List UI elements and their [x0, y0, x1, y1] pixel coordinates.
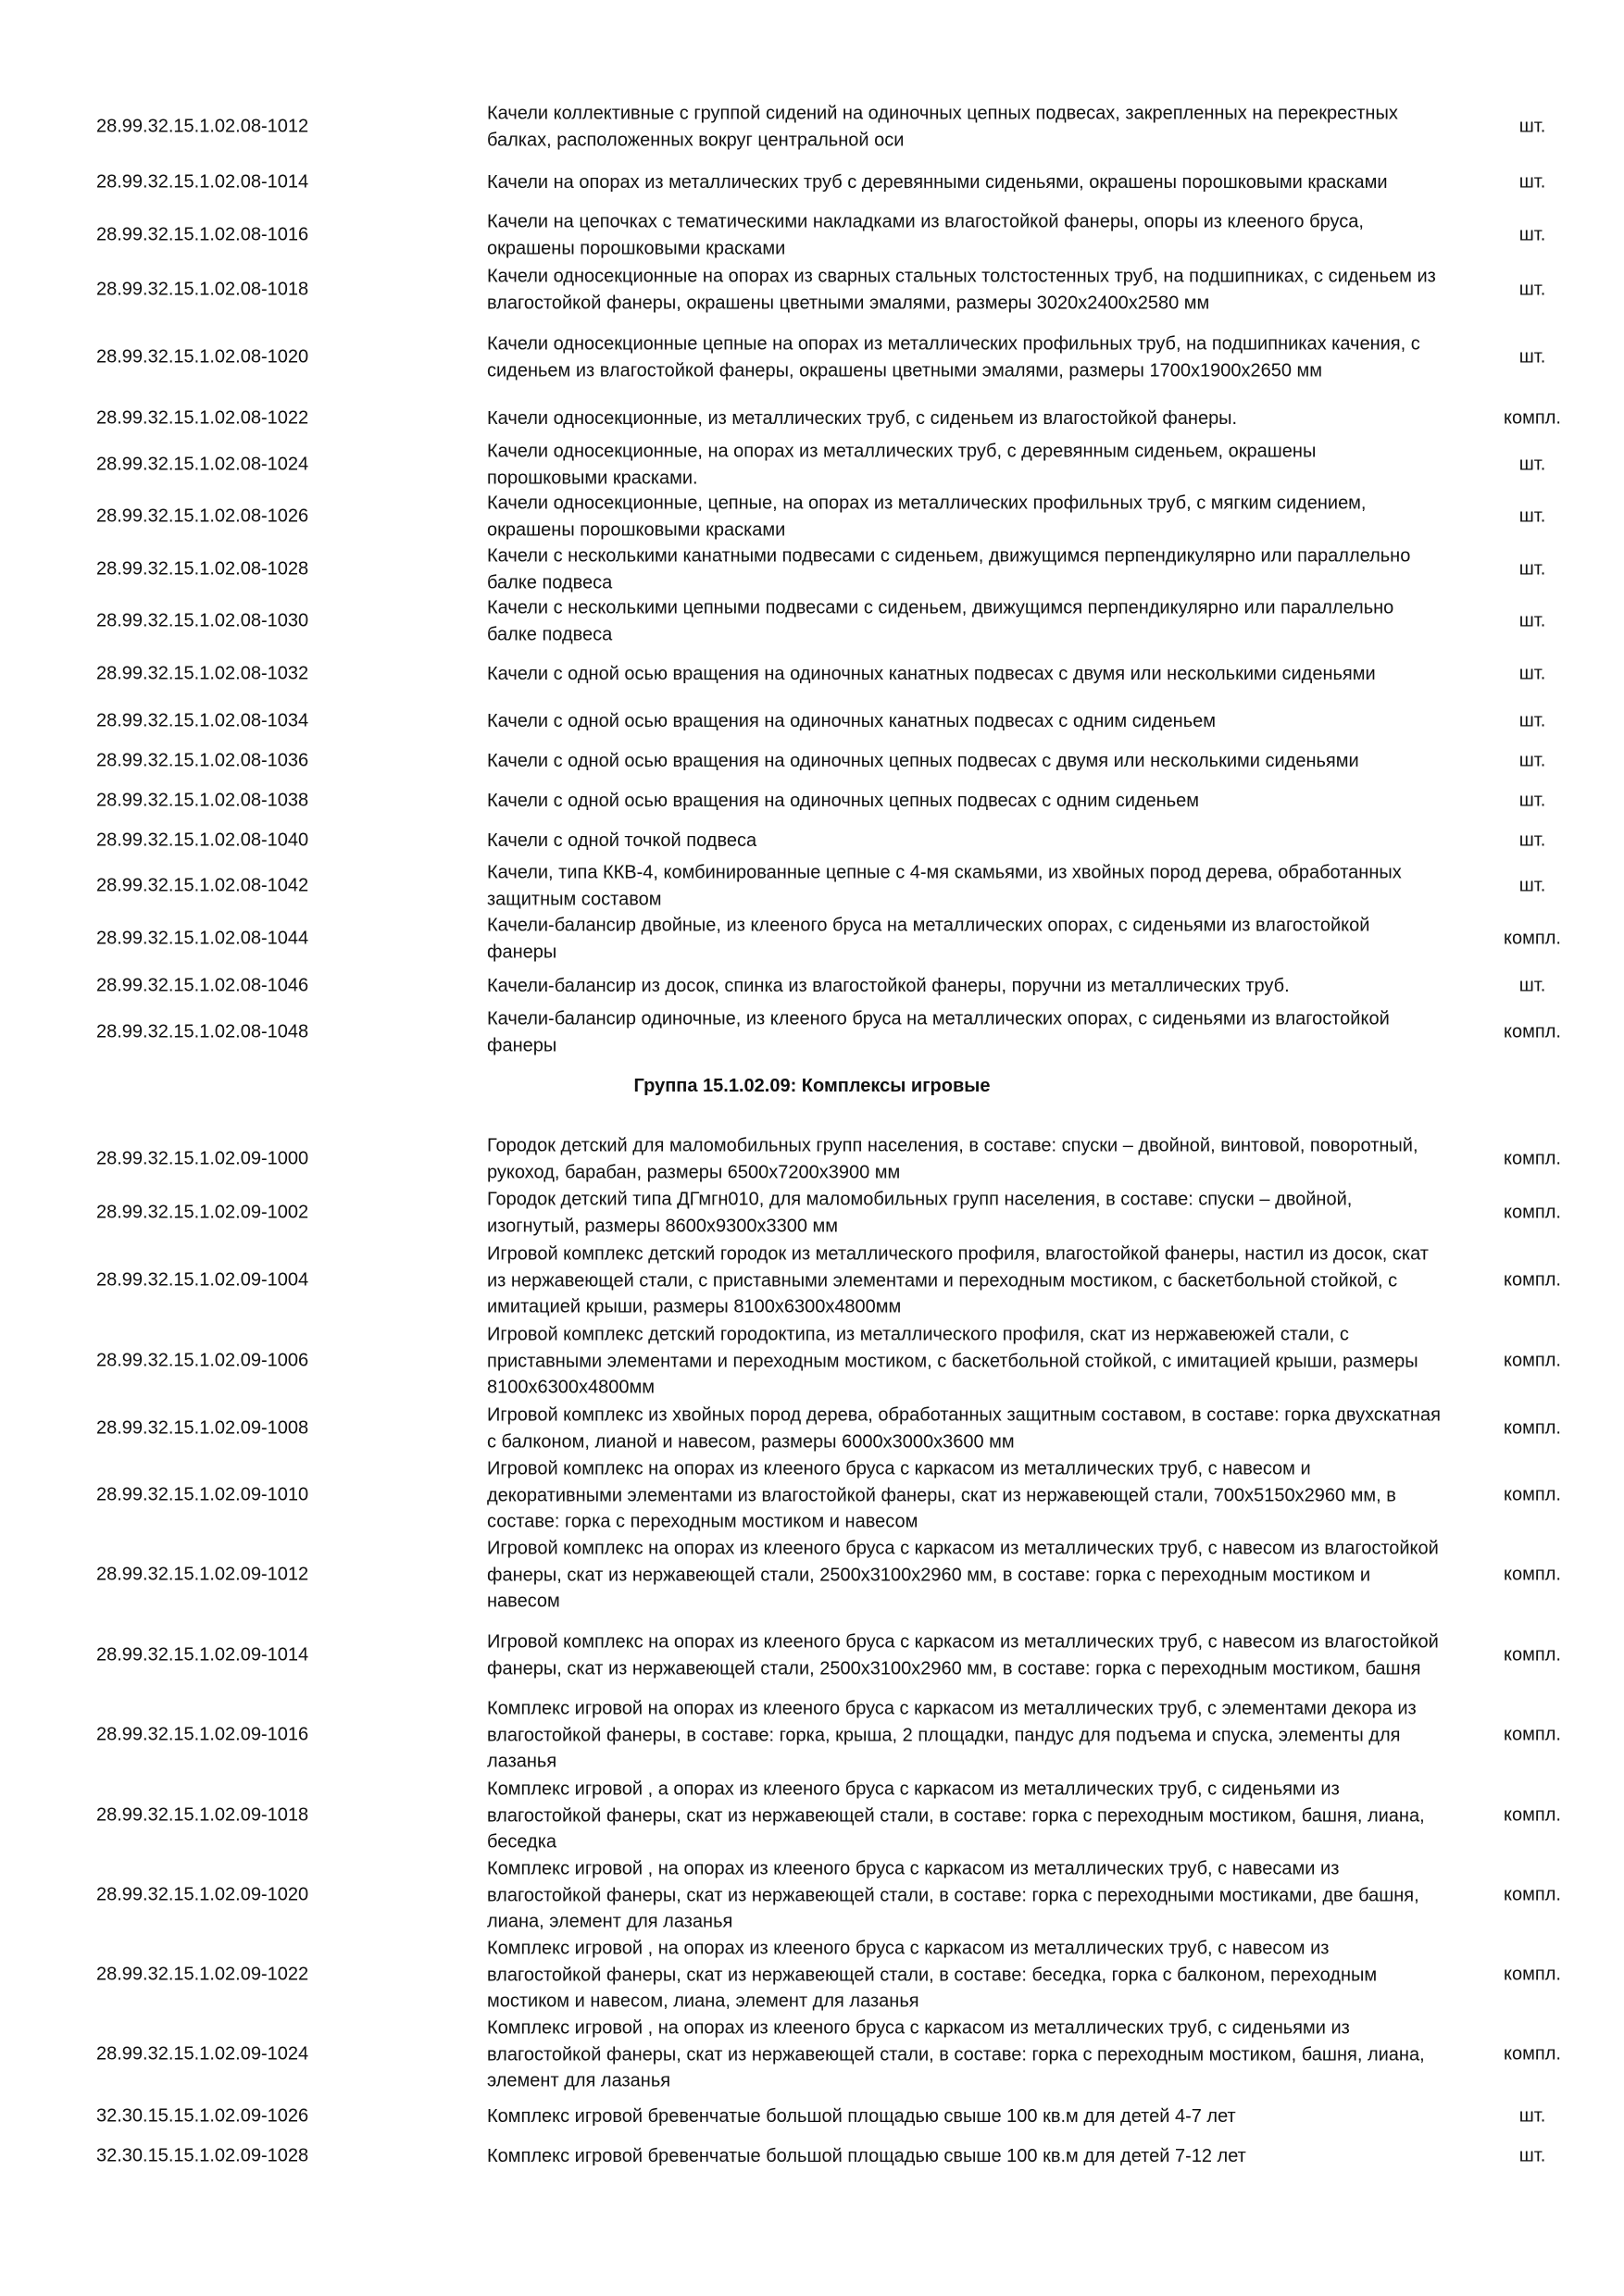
- resource-code: 28.99.32.15.1.02.09-1014: [96, 1644, 309, 1666]
- resource-name: Игровой комплекс детский городок из металлического профиля, влагостойкой фанеры, настил из досок, скат из нержавеющей стали, с приставными элементами и переходным мостиком, с баскетбольной стойкой, с имитацией крыши, размеры 8100х6300х4800мм: [487, 1243, 1429, 1317]
- resource-code: 28.99.32.15.1.02.08-1042: [96, 875, 309, 896]
- table-row: [0, 991, 1624, 1074]
- unit-of-measure: шт.: [1518, 610, 1546, 631]
- resource-code: 28.99.32.15.1.02.09-1004: [96, 1269, 309, 1291]
- resource-code: 28.99.32.15.1.02.08-1046: [96, 975, 309, 996]
- unit-of-measure: компл.: [1504, 1564, 1561, 1585]
- unit-of-measure: шт.: [1518, 116, 1546, 137]
- table-row: [0, 1239, 1624, 1322]
- unit-of-measure: шт.: [1518, 505, 1546, 527]
- resource-name: Игровой комплекс на опорах из клееного бруса с каркасом из металлических труб, с навесом из влагостойкой фанеры, скат из нержавеющей стали, 2500х3100х2960 мм, в составе: горка с переходным мостиком и навесом: [487, 1538, 1439, 1612]
- unit-of-measure: компл.: [1504, 1644, 1561, 1666]
- unit-of-measure: шт.: [1518, 790, 1546, 811]
- resource-code: 28.99.32.15.1.02.08-1040: [96, 830, 309, 851]
- resource-name: Качели односекционные цепные на опорах из металлических профильных труб, на подшипниках качения, с сиденьем из влагостойкой фанеры, окрашены цветными эмалями, размеры 1700х1900х2650 мм: [487, 333, 1420, 381]
- unit-of-measure: компл.: [1504, 1484, 1561, 1505]
- resource-code: 28.99.32.15.1.02.09-1016: [96, 1724, 309, 1745]
- resource-name: Качели с несколькими канатными подвесами с сиденьем, движущимся перпендикулярно или параллельно балке подвеса: [487, 545, 1411, 593]
- resource-name: Качели с одной осью вращения на одиночных цепных подвесах с одним сиденьем: [487, 790, 1200, 811]
- resource-name: Комплекс игровой , а опорах из клееного бруса с каркасом из металлических труб, с сиденьями из влагостойкой фанеры, скат из нержавеющей стали, в составе: горка с переходным мостиком, башня, лиана, беседка: [487, 1778, 1425, 1853]
- resource-code: 28.99.32.15.1.02.08-1028: [96, 558, 309, 580]
- resource-code: 28.99.32.15.1.02.09-1020: [96, 1884, 309, 1905]
- unit-of-measure: шт.: [1518, 2105, 1546, 2127]
- unit-of-measure: шт.: [1518, 558, 1546, 580]
- unit-of-measure: шт.: [1518, 975, 1546, 996]
- resource-code: 28.99.32.15.1.02.09-1018: [96, 1804, 309, 1826]
- resource-code: 28.99.32.15.1.02.09-1006: [96, 1350, 309, 1371]
- resource-code: 28.99.32.15.1.02.08-1036: [96, 750, 309, 771]
- resource-name: Комплекс игровой бревенчатые большой площадью свыше 100 кв.м для детей 7-12 лет: [487, 2145, 1246, 2166]
- resource-name: Качели с одной осью вращения на одиночных канатных подвесах с двумя или несколькими сиденьями: [487, 663, 1376, 684]
- resource-code: 28.99.32.15.1.02.08-1016: [96, 224, 309, 245]
- resource-code: 28.99.32.15.1.02.08-1044: [96, 928, 309, 949]
- resource-code: 28.99.32.15.1.02.08-1048: [96, 1021, 309, 1042]
- resource-code: 28.99.32.15.1.02.09-1010: [96, 1484, 309, 1505]
- unit-of-measure: шт.: [1518, 2145, 1546, 2166]
- resource-name: Качели-балансир одиночные, из клееного бруса на металлических опорах, с сиденьями из влагостойкой фанеры: [487, 1008, 1390, 1055]
- unit-of-measure: шт.: [1518, 279, 1546, 300]
- unit-of-measure: компл.: [1504, 928, 1561, 949]
- resource-name: Качели односекционные, цепные, на опорах из металлических профильных труб, с мягким сидением, окрашены порошковыми красками: [487, 493, 1367, 540]
- unit-of-measure: компл.: [1504, 1202, 1561, 1223]
- table-row: [0, 1693, 1624, 1777]
- resource-name: Качели на цепочках с тематическими накладками из влагостойкой фанеры, опоры из клееного бруса, окрашены порошковыми красками: [487, 211, 1364, 258]
- resource-name: Качели односекционные, из металлических труб, с сиденьем из влагостойкой фанеры.: [487, 407, 1238, 429]
- resource-name: Игровой комплекс на опорах из клееного бруса с каркасом из металлических труб, с навесом из влагостойкой фанеры, скат из нержавеющей стали, 2500х3100х2960 мм, в составе: горка с переходным мостиком, башня: [487, 1631, 1439, 1678]
- resource-name: Качели, типа ККВ-4, комбинированные цепные с 4-мя скамьями, из хвойных пород дерева, обработанных защитным составом: [487, 862, 1402, 909]
- resource-name: Комплекс игровой , на опорах из клееного бруса с каркасом из металлических труб, с навесом из влагостойкой фанеры, скат из нержавеющей стали, в составе: беседка, горка с балконом, переходным мостиком и навесом, лиана, элемент для лазанья: [487, 1938, 1378, 2012]
- resource-code: 28.99.32.15.1.02.09-1008: [96, 1417, 309, 1439]
- resource-code: 28.99.32.15.1.02.08-1030: [96, 610, 309, 631]
- table-row: [0, 1933, 1624, 2016]
- table-row: [0, 1853, 1624, 1937]
- unit-of-measure: шт.: [1518, 663, 1546, 684]
- table-row: [0, 1454, 1624, 1537]
- resource-name: Комплекс игровой , на опорах из клееного бруса с каркасом из металлических труб, с сиденьями из влагостойкой фанеры, скат из нержавеющей стали, в составе: горка с переходным мостиком, башня, лиана, элемент для лазанья: [487, 2017, 1425, 2091]
- table-row: [0, 1614, 1624, 1697]
- resource-name: Игровой комплекс на опорах из клееного бруса с каркасом из металлических труб, с навесом и декоративными элементами из влагостойкой фанеры, скат из нержавеющей стали, 700х5150х2960 мм, в составе: горка с переходным мостиком и навесом: [487, 1458, 1396, 1532]
- resource-code: 28.99.32.15.1.02.08-1024: [96, 454, 309, 475]
- resource-code: 28.99.32.15.1.02.08-1018: [96, 279, 309, 300]
- unit-of-measure: компл.: [1504, 1417, 1561, 1439]
- unit-of-measure: компл.: [1504, 1021, 1561, 1042]
- table-row: [0, 1533, 1624, 1616]
- unit-of-measure: шт.: [1518, 171, 1546, 193]
- resource-name: Комплекс игровой бревенчатые большой площадью свыше 100 кв.м для детей 4-7 лет: [487, 2105, 1236, 2127]
- unit-of-measure: компл.: [1504, 1884, 1561, 1905]
- resource-name: Игровой комплекс из хвойных пород дерева, обработанных защитным составом, в составе: горка двухскатная с балконом, лианой и навесом, размеры 6000х3000х3600 мм: [487, 1404, 1441, 1452]
- unit-of-measure: компл.: [1504, 1148, 1561, 1169]
- resource-name: Качели с несколькими цепными подвесами с сиденьем, движущимся перпендикулярно или параллельно балке подвеса: [487, 597, 1394, 644]
- resource-code: 28.99.32.15.1.02.09-1022: [96, 1964, 309, 1985]
- resource-name: Качели-балансир двойные, из клееного бруса на металлических опорах, с сиденьями из влагостойкой фанеры: [487, 915, 1370, 962]
- resource-code: 32.30.15.15.1.02.09-1028: [96, 2145, 309, 2166]
- unit-of-measure: шт.: [1518, 346, 1546, 368]
- resource-name: Качели односекционные на опорах из сварных стальных толстостенных труб, на подшипниках, с сиденьем из влагостойкой фанеры, окрашены цветными эмалями, размеры 3020х2400х2580 мм: [487, 266, 1436, 313]
- resource-code: 28.99.32.15.1.02.09-1024: [96, 2043, 309, 2065]
- unit-of-measure: компл.: [1504, 1964, 1561, 1985]
- resource-name: Городок детский типа ДГмгн010, для маломобильных групп населения, в составе: спуски – двойной, изогнутый, размеры 8600х9300х3300 мм: [487, 1189, 1353, 1236]
- resource-code: 28.99.32.15.1.02.08-1012: [96, 116, 309, 137]
- unit-of-measure: шт.: [1518, 710, 1546, 731]
- resource-name: Комплекс игровой на опорах из клееного бруса с каркасом из металлических труб, с элементами декора из влагостойкой фанеры, в составе: горка, крыша, 2 площадки, пандус для подъема и спуска, элементы для лазанья: [487, 1698, 1417, 1772]
- unit-of-measure: шт.: [1518, 454, 1546, 475]
- resource-name: Комплекс игровой , на опорах из клееного бруса с каркасом из металлических труб, с навесами из влагостойкой фанеры, скат из нержавеющей стали, в составе: горка с переходными мостиками, две башня, лиана, элемент для лазанья: [487, 1858, 1419, 1932]
- resource-code: 28.99.32.15.1.02.09-1012: [96, 1564, 309, 1585]
- unit-of-measure: компл.: [1504, 1804, 1561, 1826]
- resource-name: Городок детский для маломобильных групп населения, в составе: спуски – двойной, винтовой, поворотный, рукоход, барабан, размеры 6500х7200х3900 мм: [487, 1135, 1418, 1182]
- unit-of-measure: компл.: [1504, 2043, 1561, 2065]
- resource-name: Игровой комплекс детский городоктипа, из металлического профиля, скат из нержавеюжей стали, с приставными элементами и переходным мостиком, с баскетбольной стойкой, с имитацией крыши, размеры 8100х6300х4800мм: [487, 1324, 1418, 1398]
- resource-code: 28.99.32.15.1.02.08-1034: [96, 710, 309, 731]
- unit-of-measure: шт.: [1518, 750, 1546, 771]
- unit-of-measure: шт.: [1518, 830, 1546, 851]
- table-row: [0, 2115, 1624, 2198]
- resource-name: Качели коллективные с группой сидений на одиночных цепных подвесах, закрепленных на перекрестных балках, расположенных вокруг центральной оси: [487, 103, 1398, 150]
- unit-of-measure: компл.: [1504, 407, 1561, 429]
- group-title: Группа 15.1.02.09: Комплексы игровые: [633, 1076, 991, 1096]
- resource-code: 28.99.32.15.1.02.09-1000: [96, 1148, 309, 1169]
- resource-code: 28.99.32.15.1.02.08-1020: [96, 346, 309, 368]
- unit-of-measure: компл.: [1504, 1724, 1561, 1745]
- unit-of-measure: шт.: [1518, 875, 1546, 896]
- resource-code: 32.30.15.15.1.02.09-1026: [96, 2105, 309, 2127]
- unit-of-measure: шт.: [1518, 224, 1546, 245]
- resource-name: Качели на опорах из металлических труб с деревянными сиденьями, окрашены порошковыми красками: [487, 171, 1388, 193]
- table-row: [0, 1774, 1624, 1857]
- resource-code: 28.99.32.15.1.02.08-1032: [96, 663, 309, 684]
- resource-code: 28.99.32.15.1.02.08-1026: [96, 505, 309, 527]
- unit-of-measure: компл.: [1504, 1269, 1561, 1291]
- resource-name: Качели односекционные, на опорах из металлических труб, с деревянным сиденьем, окрашены порошковыми красками.: [487, 441, 1317, 488]
- resource-code: 28.99.32.15.1.02.08-1014: [96, 171, 309, 193]
- resource-name: Качели с одной осью вращения на одиночных цепных подвесах с двумя или несколькими сиденьями: [487, 750, 1359, 771]
- resource-name: Качели-балансир из досок, спинка из влагостойкой фанеры, поручни из металлических труб.: [487, 975, 1290, 996]
- resource-name: Качели с одной осью вращения на одиночных канатных подвесах с одним сиденьем: [487, 710, 1217, 731]
- resource-code: 28.99.32.15.1.02.08-1038: [96, 790, 309, 811]
- unit-of-measure: компл.: [1504, 1350, 1561, 1371]
- resource-name: Качели с одной точкой подвеса: [487, 830, 757, 851]
- resource-code: 28.99.32.15.1.02.09-1002: [96, 1202, 309, 1223]
- resource-code: 28.99.32.15.1.02.08-1022: [96, 407, 309, 429]
